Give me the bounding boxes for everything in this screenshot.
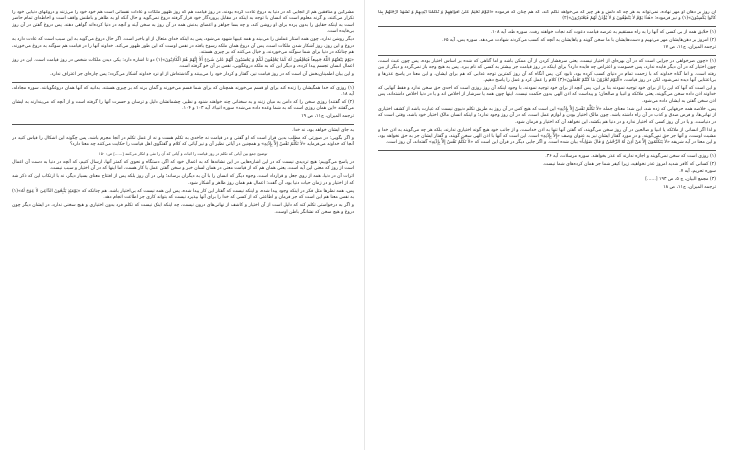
- footnote: (۱) روزی که خدا همگیشان را زنده کند برای او قسم می‌خورند همچنان که برای شما قسم می‌خورند و گمان برند که بر چیزی هستند. بدانید که آنها همان دروغگویانند. سوره مجادله، آیه ۱۸.: [12, 85, 354, 98]
- page-separator: [378, 55, 716, 56]
- footnote: (۱) روزی است که سخن نمی‌گویند و اجازه ندارند که عذر بخواهند. سوره مرسلات، آیه ۳۶.: [545, 153, 716, 159]
- footnote-separator: [12, 82, 354, 83]
- right-footnotes-top: [378, 30, 716, 52]
- left-body-middle: [12, 128, 354, 149]
- right-page: [378, 10, 716, 442]
- body-paragraph: پس، خلاصه همه حرفهایی که زده شد، این شد: معنای جمله «لاٰ تَکَلَّمُ نَفْسٌ إِلاّٰ بِإِذْنِهِ» این است که هیچ کس در آن روز به طریق تکلم دنیوی نیست که عبارت باشد از کشف اختیاری از نهانی‌ها، و فرض صدق و کذب در آن راه داشته باشد. چون مالک اختیار بودن و لوازم عمل است، که در آن روز وجود ندارد؛ و اینکه انسان مالک اختیار خود باشد، وقتی است که در دنیاست. و یا در آن روز کسی که اختیار ندارد و در دنیا هم بکشد، این نخواهد آن که اختیار و فرمان شود.: [378, 106, 716, 125]
- page-separator: [12, 124, 354, 125]
- body-paragraph: و اگر بگویی: در صورتی که مطلب بدین قرار است که او گفتی و در قیامت نه جاخدی به تکلم هست و نه از عمل تکلم در آنجا مجرم باشد، پس چگونه این اشکال را قیاس کنید در آنجا که خداوند می‌فرماید «لاٰ تَکَلَّمُ نَفْسٌ إِلاّٰ بِإِذْنِهِ» و همچنین در آیاتی نظیر آن و نیز آیاتی که کلام و گفتگوی اهل قیامت را حکایت می‌کنند چه معنا دارد؟: [12, 135, 354, 148]
- body-paragraph: به جای ایشان خواهد بود، نه خدا.: [292, 127, 354, 133]
- right-body-main: [378, 59, 716, 147]
- right-footnotes-bottom: [378, 154, 716, 192]
- body-paragraph: «یَوْمَ یَبْعَثُهُمُ اللّٰهُ جَمِیعاً فَیَحْلِفُونَ لَهُ کَمٰا یَحْلِفُونَ لَکُمْ وَ یَحْسَبُونَ أَنَّهُمْ عَلیٰ شَیْءٍ أَلاٰ إِنَّهُمْ هُمُ الْکٰاذِبُونَ»(۱) دو تا اشاره دارد: یکی دیدن ملکات شخص در روز قیامت است. این در روز اعمال انسان تجسم پیدا کرده، و دیگر این که به ملکه دروغگویی، نفس بر آن خو گرفته است.: [12, 58, 354, 70]
- body-paragraph: و اگر به درخواستی تکلم کند که دلیل است از آن اختیار و کاشف از نهانی‌های درون نیست، چه اینکه اینک نیست که تکلم فرد بدون اختیاری و هیچ سخنی ندارد، در ایشان دیگر چون دروغ و هیچ سخن که نشانگر باطن اوست.: [12, 203, 354, 215]
- right-body-top: [378, 10, 716, 23]
- left-body-top: [12, 10, 354, 79]
- body-paragraph: در پاسخ می‌گوییم: هیچ تردیدی نیست که در این اشاره‌هایی در این نشانه‌ها که به اعمال خود که اگر، دستگاه و نحوی که کمتر آنها، ارسال کنیم، که آنچه در دنیا به دست آن اعمال است از روز که معنی این آیه است، یعنی همان هم که از قیامت معنی در همان لسان خبر و سخن گفتن عمل یا کار هست، اما اینها که در آن اختیار و سبب نیست.: [12, 159, 354, 172]
- body-paragraph: آن روز بر دهان او مهر نهاده، نمی‌تواند به هر چه که دلش و هر چیز که می‌خواهد تکلم کند، که هم چنان که فرموده «اَلْیَوْمَ نَخْتِمُ عَلیٰ أَفْوٰاهِهِمْ وَ تُکَلِّمُنٰا أَیْدِیهِمْ وَ تَشْهَدُ أَرْجُلُهُمْ بِمٰا کٰانُوا یَکْسِبُونَ»(۱) و نیز فرموده: «هٰذٰا یَوْمُ لاٰ یَنْطِقُونَ وَ لاٰ یُؤْذَنُ لَهُمْ فَیَعْتَذِرُونَ»(۲): [378, 10, 716, 22]
- body-paragraph: و لذا اگر انسانی از ملائکه یا انبیا و صالحین در آن روز سخن می‌گویند، که گفتن آنها تنها به اذن خداست، و از جانب خود هیچ گونه اختیاری ندارند، بلکه هر چه می‌گویند به اذن خدا و مشیت اوست، و آنها جز حق نمی‌گویند. و در مورد گفتار ایشان نیز به عنوان وصف «إِلاّٰ بِإِذْنِهِ» است. این است که آنها با اذن الهی سخن گویند، و گفتار ایشان جز به حق نخواهد بود، و این معنا در آیه شریفه «لاٰ یَتَکَلَّمُونَ إِلاّٰ مَنْ أَذِنَ لَهُ الرَّحْمٰنُ وَ قٰالَ صَوٰاباً» بیان شده است. و اگر جایی دیگر در قرآن این است که «لاٰ تَکَلَّمُ نَفْسٌ إِلاّٰ بِإِذْنِهِ» گفته‌اند، آن روز است.: [378, 127, 716, 146]
- footnote-separator: [378, 26, 716, 27]
- footnote-separator: [378, 150, 716, 151]
- body-paragraph: (۱) «چون ضرخواهی در جزایی است که در آن بهره‌ای از اختیار نیست، یعنی سرفشار کردن از آن ممکن باشد و اما گناهی که شده بر اساس اختیار بوده، پس چون عبث است، چون اختیار که در آن دیگر فایده ندارد، پس خصومت و اعتراض چه فایده دارد؟ برای اینکه در روز قیامت جز بیشتر به کسی که نام ببرد. پس به هیچ وجه باز نمی‌گردد و دیگر از بین رفته است. و اما گناه خداوند که با زحمت تمام در دنیای کسب کرده بود، نابود کن. پس آنگاه که آن روز کمترین توجه عذابی که هم برای ایشان، و این معنا در پاسخ عذرها و بی‌اعتنایی آنها دیده نمی‌شود، لکن در روز قیامت، «اَلْیَوْمَ تُجْزَوْنَ مٰا کُنْتُمْ تَعْمَلُونَ»(۳) کلام را عمل کرد و عمل را پاسخ دهیم.: [378, 58, 716, 84]
- footnote-source: ترجمه المیزان، ج۱۱، ص ۱۸: [663, 185, 716, 191]
- left-page: [12, 10, 354, 442]
- section-note: توضیح جمع بین آیاتی که تکلم در روز قیامت را اثبات و آیاتی که آن را نفی و انکار می‌کنند [......] ص: ۱۵۰: [98, 151, 268, 157]
- body-paragraph: دیگر روشن ندارد، چون همه استار عملش را می‌بیند و همه غیبها شهود می‌شود، پس به اینکه خدای متعال از او باخبر است. اگر حال دروغ می‌گوید به این سبب است که عادت دارد به دروغ و این روز، روز آشکار شدن ملکات است، پس آن دروغ همان ملکه رسوخ یافته در نفس اوست که این طور ظهور می‌کند. خداوند آنها را در قیامت هم سوگند به دروغ می‌خورند، هم چنانکه در دنیا برای شما سوگند می‌خوردند، و خیال می‌کنند که بر چیزی هستند.: [12, 37, 354, 56]
- body-paragraph: پس، همه نظرها مثل فکر در اینکه وجود پیدا شده، و اینکه نیست که گفتار این کار پیدا شده، پس این همه نیست که بی‌اختیار باشد. هم چنانکه که «یَوْمَئِذٍ یَتَّبِعُونَ الدّٰاعِیَ لاٰ عِوَجَ لَهُ»(۱) به نفس معنا هم این است که جز فرمان و اطاعتی که از کسی که خدا را برای آنها بپذیرد نیست که بتواند کاری جز اطاعت انجام دهد.: [12, 188, 354, 201]
- left-footnotes: [12, 86, 354, 121]
- page-gutter: [364, 0, 365, 450]
- footnote: سوره تحریم، آیه ۷.: [679, 169, 716, 175]
- body-paragraph: اثرات آن در دنیا، همه از روی جعل و قرارداد است، وجوه دیگر که انسان را با آن به دیگران برساند؛ ولی در آن روز بلکه پس از افتتاح معنای بسیار دیگر، نه با ارتکاب این که ذکر شد که از اختیار و در زمان حیات دنیا بود، آن گفت: اعمال هم همان روز ظاهر و آشکار شود.: [12, 174, 354, 186]
- body-paragraph: و این بیان اطمینان‌بخش آن است که در روز قیامت نیز، گفتار و کردار خود را می‌بینند و گذشته‌اش از او نزد خداوند آشکار می‌گردد؛ پس چاره‌ای جز اعتراف ندارد.: [49, 72, 354, 78]
- footnote: (۲) که گفتند) روزی سخن را که دامن به میان زنند و به سخنانی چند خواهند شنود و نظیر، چشمانشان دلیل و ترسان و حسرت آنها را گرفته است و از آنچه که می‌پندارند به ایشان می‌گفتند «این همان روزی است که به شما وعده داده می‌شد» سوره انبیاء، آیه ۱۰۳ و ۱۰۴.: [12, 100, 354, 112]
- footnote-source: ترجمه المیزان، ج۱۱، ص ۱۹: [301, 114, 354, 120]
- footnote: (۲) کسانی که کافر شدید امروز عذر نخواهید، زیرا کیفر شما جز همان کرده‌های شما نیست.: [542, 161, 716, 167]
- footnote: (۱) خلایق همه از بی کسی که آنها را به راه مستقیم به عرصه قیامت دعوت کند نجات خواهند رفت. سوره طه، آیه ۱۰۸.: [490, 29, 716, 35]
- footnote: (۲) امروز بر دهن‌هایشان مهر می‌نهیم و دست‌هایشان با ما سخن گویند و پاهایشان به آنچه که کسب می‌کردند شهادت می‌دهد. سوره یس، آیه ۶۵.: [442, 37, 716, 43]
- footnote: (۳) مجمع البیان، ج ۵، ص ۱۹۳ [......]: [645, 177, 716, 183]
- body-paragraph: مشرکین و منافقین هم از آنجایی که در دنیا به دروغ عادت کرده بودند، در روز قیامت هم که روز ظهور ملکات و عادات نفسانی است هم خود خود را می‌زنند و دروغهای دنیایی خود را تکرار می‌کنند، و گرنه معلوم است که انسان با توجه به اینکه در مقابل پروردگار خود قرار گرفته دروغ نمی‌گوید و حال آنکه او به ظاهر و باطنش واقف است و احاطه‌ای تمام حاضر است به اینکه حقایق را بدون پرده برای او روشن کند، و چه بسا جواهر و اعضای بدنش همه در آن روز به سخن آیند و آنچه در دنیا کرده‌اند گواهی دهند. پس دروغ گفتن در آن روز بی‌فایده است.: [12, 10, 354, 35]
- body-paragraph: و این است که آنها که این را از برای خود توجیه نمودند بنا بر این، پس آنچه از برای خود توجیه نمودند، با وجود اینکه آن روز روزی است که احدی حق سخن ندارد و فقط آنهایی که خداوند اذن داده سخن می‌گویند، یعنی ملائکه و انبیا و صالحان؛ و پیداست که اذن الهی بدون حکمت نیست. اینها چون همه یا سرشار از اخلاص اند و یا در دنیا اخلاص داشته‌اند، پس اذن سخن گفتن به ایشان داده می‌شود.: [378, 86, 716, 104]
- left-body-bottom: [12, 160, 354, 216]
- footnote-source: ترجمه المیزان، ج۱۱، ص ۱۷: [663, 45, 716, 51]
